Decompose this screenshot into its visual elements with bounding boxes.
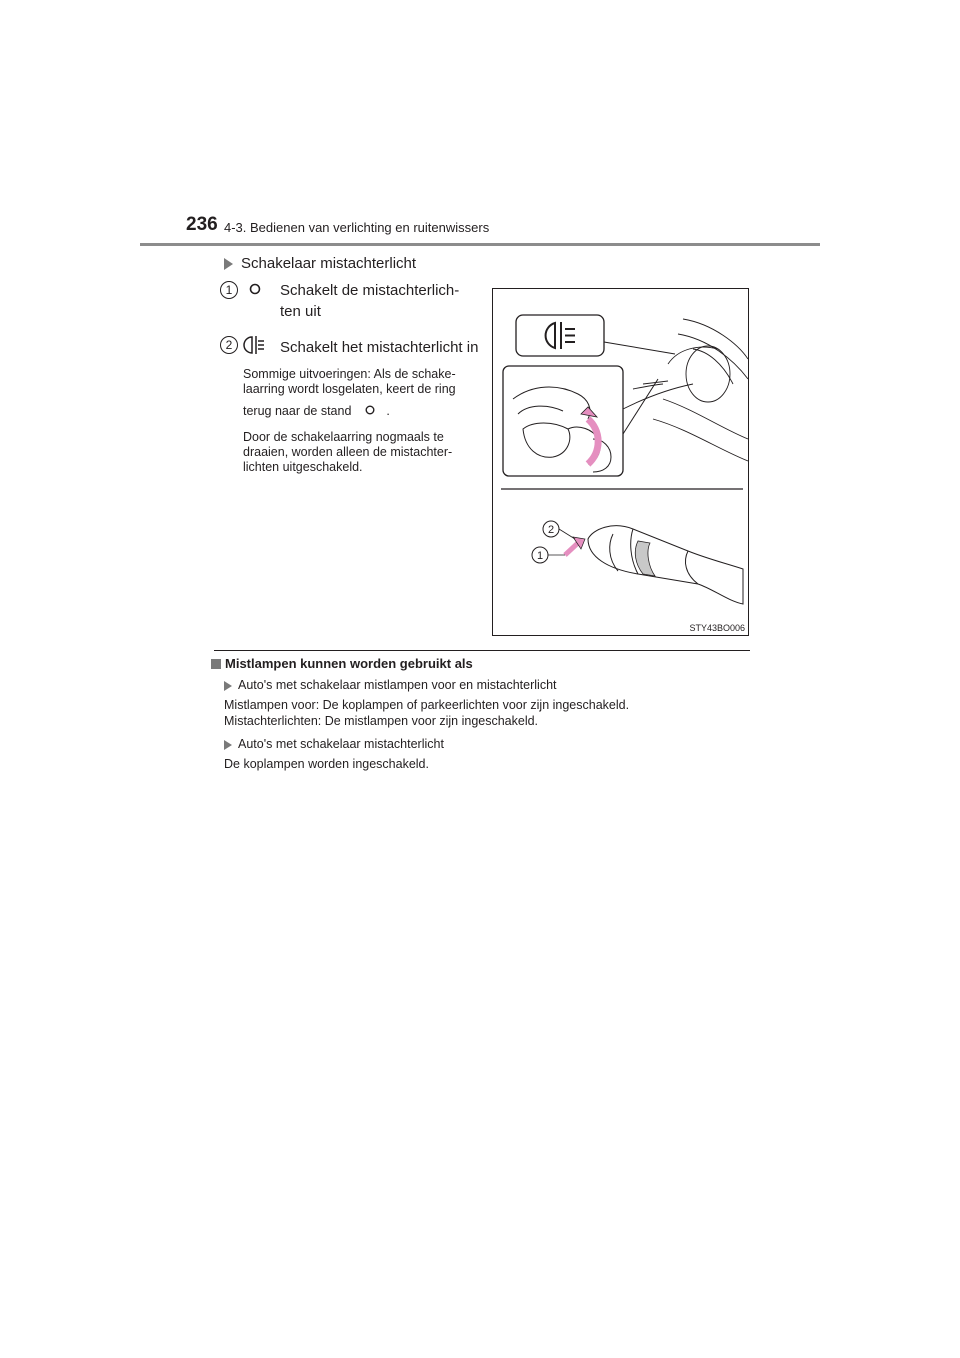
note-turn-again [243,430,477,475]
switch-illustration [492,288,749,636]
square-bullet-icon [211,659,221,669]
case1-line1: Mistlampen voor: De koplampen of parkeerlichten voor zijn ingeschakeld. [224,698,630,712]
conditions-heading-text: Mistlampen kunnen worden gebruikt als [225,656,473,671]
hand-callout-box [503,366,623,476]
case1-heading [224,678,557,693]
item-1-line1 [280,280,476,301]
note2-line3: lichten uitgeschakeld. [243,460,363,474]
note1-line3b: . [386,404,390,418]
triangle-bullet-icon [224,740,232,750]
illustration-drawing [493,289,748,635]
triangle-bullet-icon [224,258,233,270]
callout-1: 1 [536,550,544,562]
rear-fog-light-icon [243,334,267,356]
case1-line2: Mistachterlichten: De mistlampen voor zijn ingeschakeld. [224,714,539,728]
small-circle-icon [363,404,377,416]
item-number-2: 2 [220,336,238,354]
header-divider [140,243,820,246]
note1-line2: laarring wordt losgelaten, keert de ring [243,382,456,396]
conditions-heading [211,656,473,671]
triangle-bullet-icon [224,681,232,691]
note1-line3 [243,404,390,419]
callout-2: 2 [547,524,555,536]
fog-switch-ring [635,541,655,576]
item-2-description: Schakelt het mistachterlicht in [280,339,479,356]
item-1-description [280,280,476,322]
item-number-1: 1 [220,281,238,299]
switch-arrow [565,542,579,555]
lever-drawing [588,526,743,604]
note2-line1: Door de schakelaarring nogmaals te [243,430,444,444]
note-release-ring [243,367,477,397]
steering-wheel-drawing [623,319,748,461]
item-1-text-line2: ten uit [280,303,321,320]
small-circle-icon [248,282,262,296]
page-number: 236 [186,214,218,235]
section-divider [214,650,750,651]
case1-title: Auto's met schakelaar mistlampen voor en mistachterlicht [238,678,557,692]
subsection-heading [224,255,416,272]
subsection-title: Schakelaar mistachterlicht [241,255,417,272]
section-title: 4-3. Bedienen van verlichting en ruitenwissers [224,220,490,235]
figure-code: STY43BO006 [689,623,745,633]
case2-line1: De koplampen worden ingeschakeld. [224,757,429,771]
note2-line2: draaien, worden alleen de mistachter- [243,445,453,459]
item-1-text-line1: Schakelt de mistachterlich- [280,282,460,299]
case2-heading [224,737,444,752]
case2-title: Auto's met schakelaar mistachterlicht [238,737,444,751]
note1-line3a: terug naar de stand [243,404,352,418]
note1-line1: Sommige uitvoeringen: Als de schake- [243,367,456,381]
